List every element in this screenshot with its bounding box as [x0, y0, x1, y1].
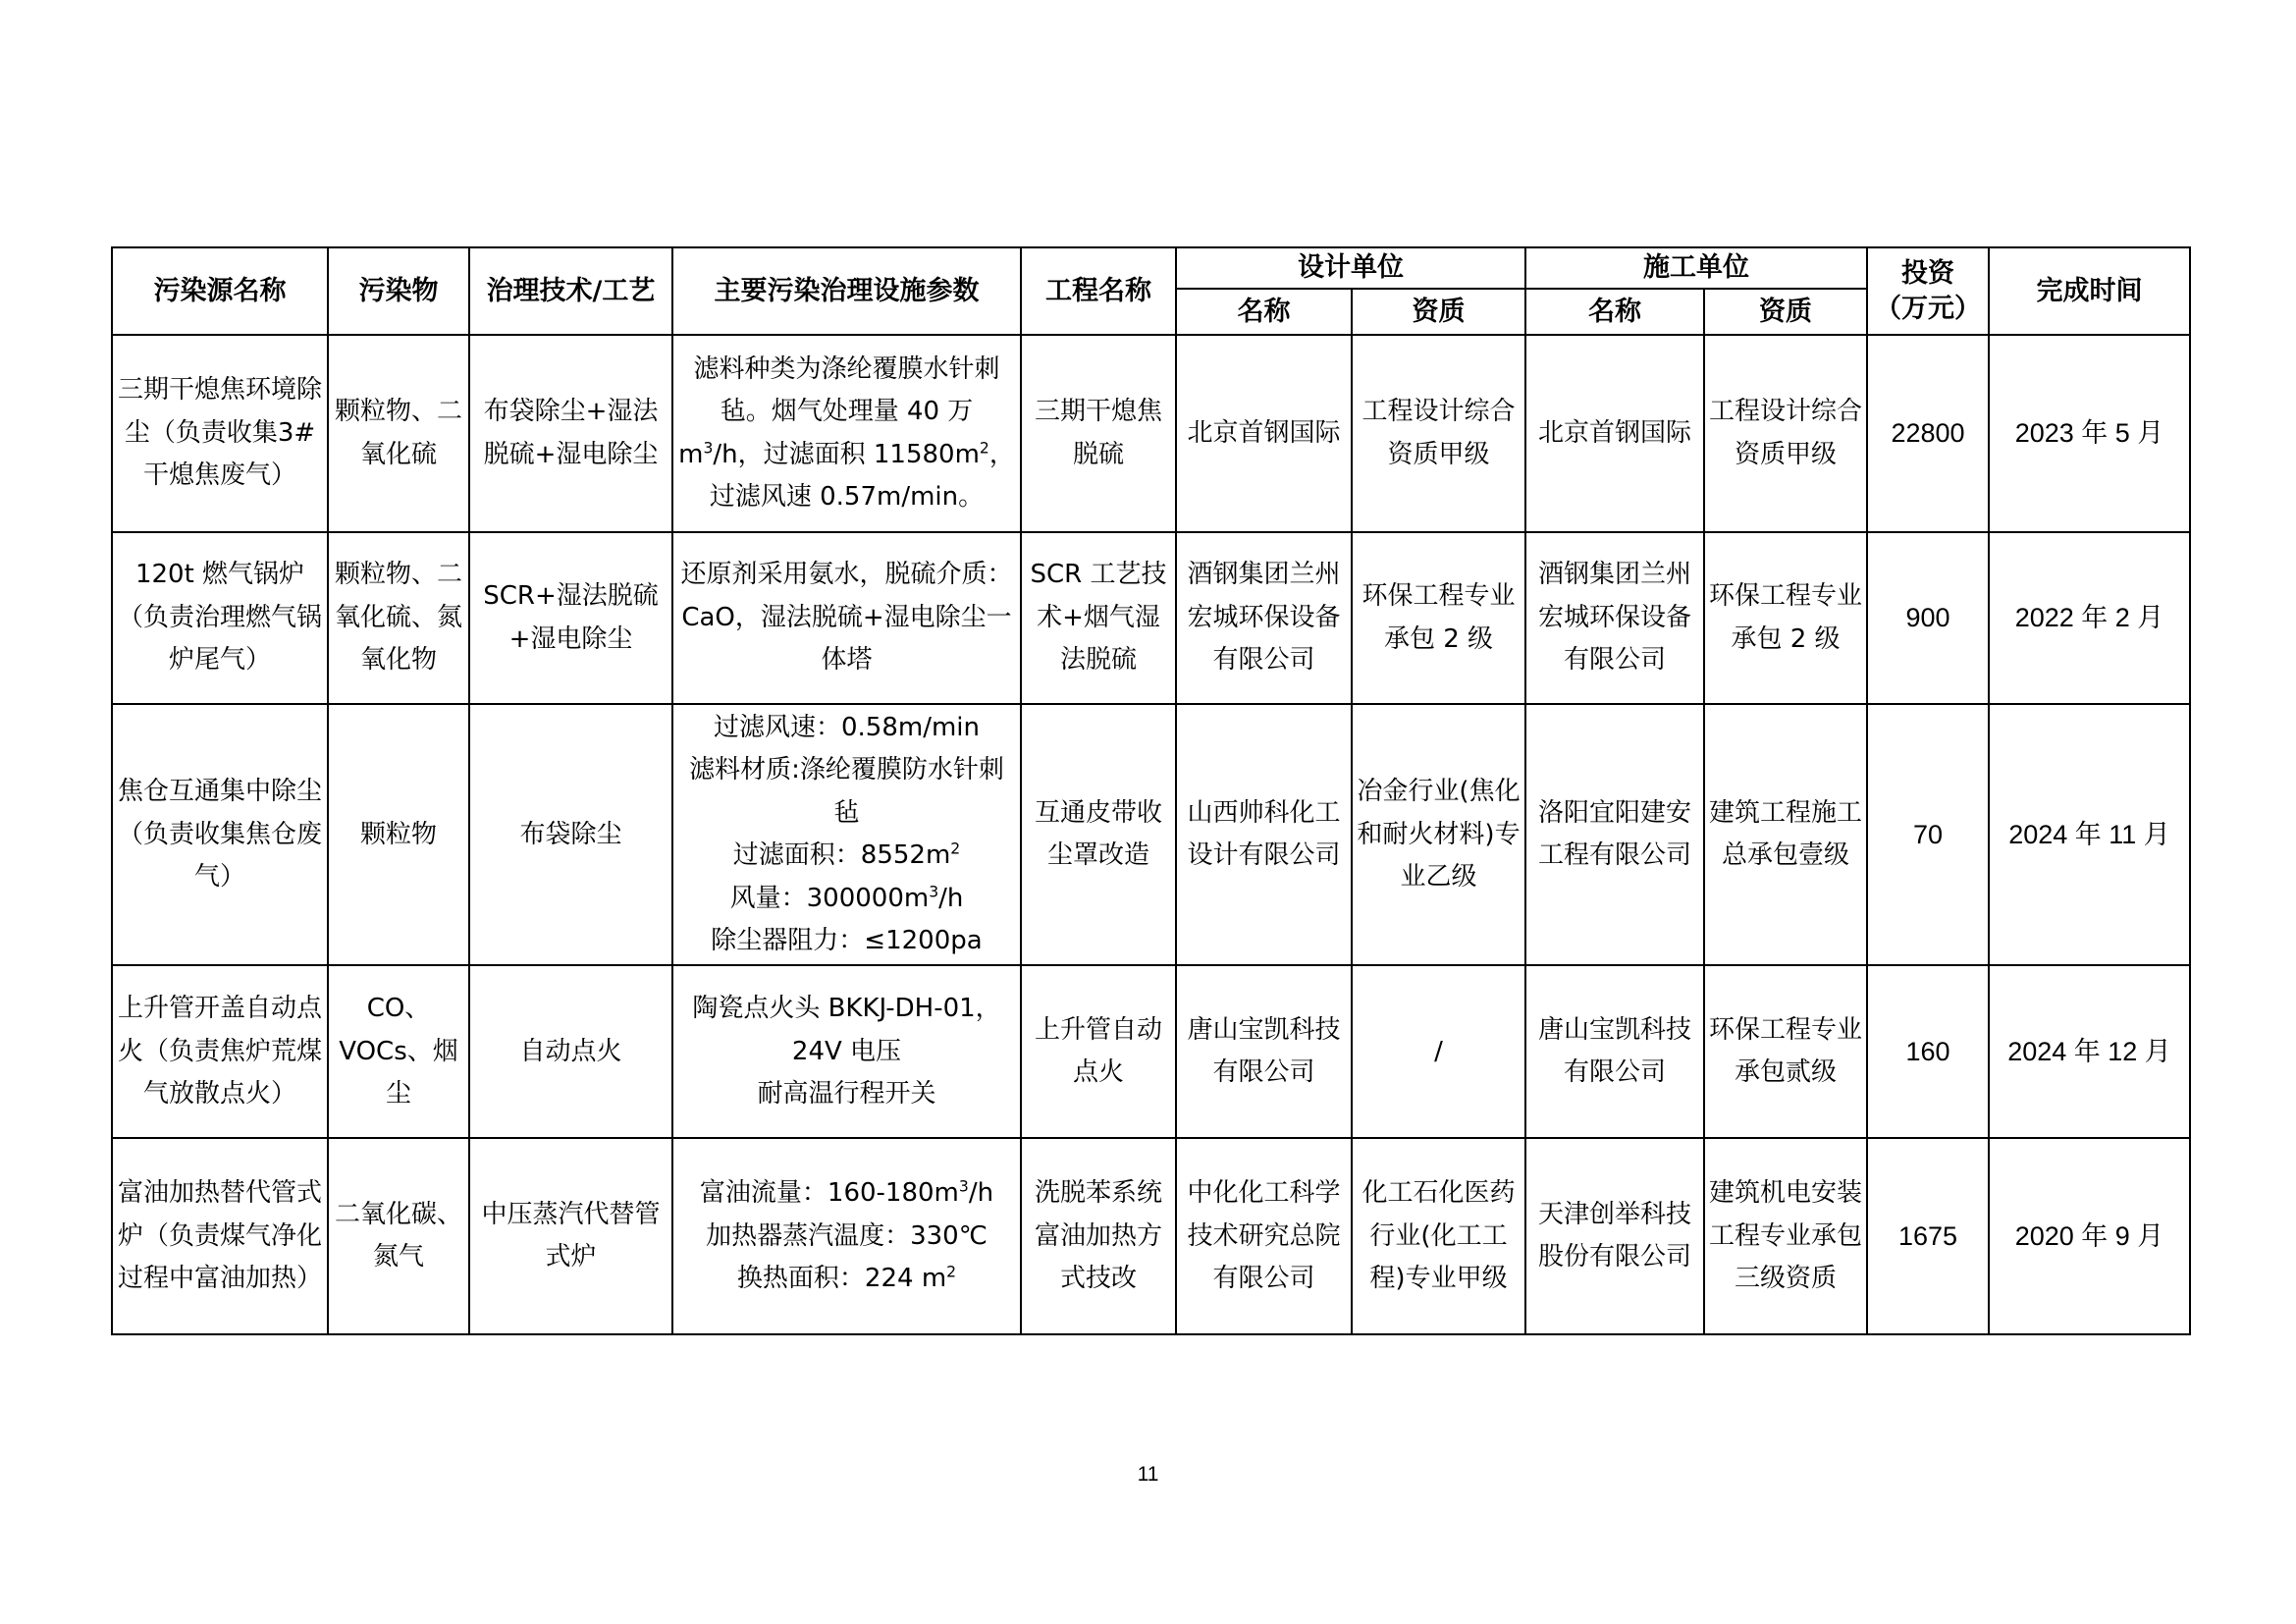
header-parameters: 主要污染治理设施参数 — [672, 247, 1021, 335]
header-construction-unit: 施工单位 — [1525, 247, 1867, 289]
header-design-qualification: 资质 — [1352, 289, 1525, 335]
cell-parameters — [672, 965, 1021, 1138]
cell-technology: 自动点火 — [469, 965, 672, 1138]
cell-pollutant: 颗粒物、二氧化硫、氮氧化物 — [328, 532, 469, 704]
cell-project-name: 洗脱苯系统富油加热方式技改 — [1021, 1138, 1176, 1334]
param-text: /h — [968, 1178, 994, 1209]
param-line: 换热面积：224 m — [736, 1264, 947, 1294]
param-text: 滤料种类为涤纶覆膜水针刺毡。烟气处理量 40 万 m — [678, 353, 1000, 469]
header-investment-line2: （万元） — [1875, 293, 1981, 324]
table-row — [112, 965, 2190, 1138]
cell-pollutant: 二氧化碳、氮气 — [328, 1138, 469, 1334]
cell-completion: 2023 年 5 月 — [1989, 335, 2190, 532]
param-line: 富油流量：160-180m — [699, 1178, 959, 1209]
cell-construction-qualification: 建筑机电安装工程专业承包三级资质 — [1704, 1138, 1867, 1334]
cell-investment: 22800 — [1867, 335, 1989, 532]
param-line: 风量：300000m — [729, 883, 930, 913]
cell-project-name: 上升管自动点火 — [1021, 965, 1176, 1138]
cell-design-name: 中化化工科学技术研究总院有限公司 — [1176, 1138, 1352, 1334]
page-number: 11 — [1137, 1463, 1159, 1486]
cell-construction-name: 天津创举科技股份有限公司 — [1525, 1138, 1704, 1334]
cell-project-name: 三期干熄焦脱硫 — [1021, 335, 1176, 532]
cell-pollutant: 颗粒物 — [328, 704, 469, 965]
param-line: 过滤风速：0.58m/min — [713, 713, 980, 742]
header-source-name: 污染源名称 — [112, 247, 328, 335]
cell-pollutant: 颗粒物、二氧化硫 — [328, 335, 469, 532]
param-line: 耐高温行程开关 — [757, 1079, 936, 1110]
cell-investment: 160 — [1867, 965, 1989, 1138]
header-construction-name: 名称 — [1525, 289, 1704, 335]
cell-design-name: 山西帅科化工设计有限公司 — [1176, 704, 1352, 965]
param-line: 加热器蒸汽温度：330℃ — [706, 1220, 988, 1251]
cell-construction-name: 北京首钢国际 — [1525, 335, 1704, 532]
cell-design-qualification: 环保工程专业承包 2 级 — [1352, 532, 1525, 704]
cell-design-qualification: 化工石化医药行业(化工工程)专业甲级 — [1352, 1138, 1525, 1334]
cell-construction-qualification: 建筑工程施工总承包壹级 — [1704, 704, 1867, 965]
cell-completion: 2022 年 2 月 — [1989, 532, 2190, 704]
header-investment-line1: 投资 — [1901, 258, 1954, 290]
cell-parameters — [672, 704, 1021, 965]
cell-completion: 2024 年 11 月 — [1989, 704, 2190, 965]
cell-source-name: 焦仓互通集中除尘（负责收集焦仓废气） — [112, 704, 328, 965]
cell-construction-name: 酒钢集团兰州宏城环保设备有限公司 — [1525, 532, 1704, 704]
header-design-name: 名称 — [1176, 289, 1352, 335]
param-superscript: 2 — [950, 839, 961, 858]
cell-design-name: 酒钢集团兰州宏城环保设备有限公司 — [1176, 532, 1352, 704]
cell-construction-qualification: 环保工程专业承包 2 级 — [1704, 532, 1867, 704]
cell-construction-name: 唐山宝凯科技有限公司 — [1525, 965, 1704, 1138]
header-project-name: 工程名称 — [1021, 247, 1176, 335]
table-row — [112, 335, 2190, 532]
param-superscript: 3 — [703, 438, 714, 457]
cell-design-name: 北京首钢国际 — [1176, 335, 1352, 532]
cell-pollutant: CO、VOCs、烟尘 — [328, 965, 469, 1138]
param-superscript: 3 — [929, 882, 939, 900]
table-row — [112, 704, 2190, 965]
cell-technology: 布袋除尘+湿法脱硫+湿电除尘 — [469, 335, 672, 532]
header-completion: 完成时间 — [1989, 247, 2190, 335]
header-pollutant: 污染物 — [328, 247, 469, 335]
cell-source-name: 三期干熄焦环境除尘（负责收集3#干熄焦废气） — [112, 335, 328, 532]
cell-technology: 中压蒸汽代替管式炉 — [469, 1138, 672, 1334]
param-line: 除尘器阻力：≤1200pa — [711, 926, 983, 956]
cell-investment: 900 — [1867, 532, 1989, 704]
cell-construction-qualification: 工程设计综合资质甲级 — [1704, 335, 1867, 532]
cell-source-name: 120t 燃气锅炉（负责治理燃气锅炉尾气） — [112, 532, 328, 704]
param-superscript: 2 — [946, 1263, 957, 1281]
cell-parameters — [672, 1138, 1021, 1334]
cell-parameters — [672, 335, 1021, 532]
param-line: 滤料材质:涤纶覆膜防水针刺毡 — [689, 755, 1004, 828]
table-row — [112, 1138, 2190, 1334]
pollution-control-table — [111, 246, 2191, 1335]
header-construction-qualification: 资质 — [1704, 289, 1867, 335]
header-row-1 — [112, 247, 2190, 289]
cell-design-qualification: 冶金行业(焦化和耐火材料)专业乙级 — [1352, 704, 1525, 965]
cell-investment: 70 — [1867, 704, 1989, 965]
cell-design-name: 唐山宝凯科技有限公司 — [1176, 965, 1352, 1138]
cell-parameters: 还原剂采用氨水，脱硫介质：CaO，湿法脱硫+湿电除尘一体塔 — [672, 532, 1021, 704]
param-text: /h，过滤面积 11580m — [713, 439, 980, 469]
cell-construction-name: 洛阳宜阳建安工程有限公司 — [1525, 704, 1704, 965]
param-text: /h — [938, 883, 964, 913]
cell-completion: 2024 年 12 月 — [1989, 965, 2190, 1138]
cell-project-name: 互通皮带收尘罩改造 — [1021, 704, 1176, 965]
param-line: 24V 电压 — [791, 1036, 902, 1066]
cell-completion: 2020 年 9 月 — [1989, 1138, 2190, 1334]
cell-source-name: 富油加热替代管式炉（负责煤气净化过程中富油加热） — [112, 1138, 328, 1334]
param-text: ，过滤风速 0.57m/min。 — [709, 439, 1015, 512]
table-row — [112, 532, 2190, 704]
param-line: 陶瓷点火头 BKKJ-DH-01， — [692, 994, 1001, 1024]
param-superscript: 3 — [958, 1177, 969, 1196]
cell-source-name: 上升管开盖自动点火（负责焦炉荒煤气放散点火） — [112, 965, 328, 1138]
cell-technology: 布袋除尘 — [469, 704, 672, 965]
cell-design-qualification: 工程设计综合资质甲级 — [1352, 335, 1525, 532]
cell-design-qualification: / — [1352, 965, 1525, 1138]
cell-technology: SCR+湿法脱硫+湿电除尘 — [469, 532, 672, 704]
param-superscript: 2 — [979, 438, 989, 457]
header-design-unit: 设计单位 — [1176, 247, 1525, 289]
cell-construction-qualification: 环保工程专业承包贰级 — [1704, 965, 1867, 1138]
header-technology: 治理技术/工艺 — [469, 247, 672, 335]
cell-investment: 1675 — [1867, 1138, 1989, 1334]
header-investment — [1867, 247, 1989, 335]
param-line: 过滤面积：8552m — [732, 840, 951, 871]
cell-project-name: SCR 工艺技术+烟气湿法脱硫 — [1021, 532, 1176, 704]
